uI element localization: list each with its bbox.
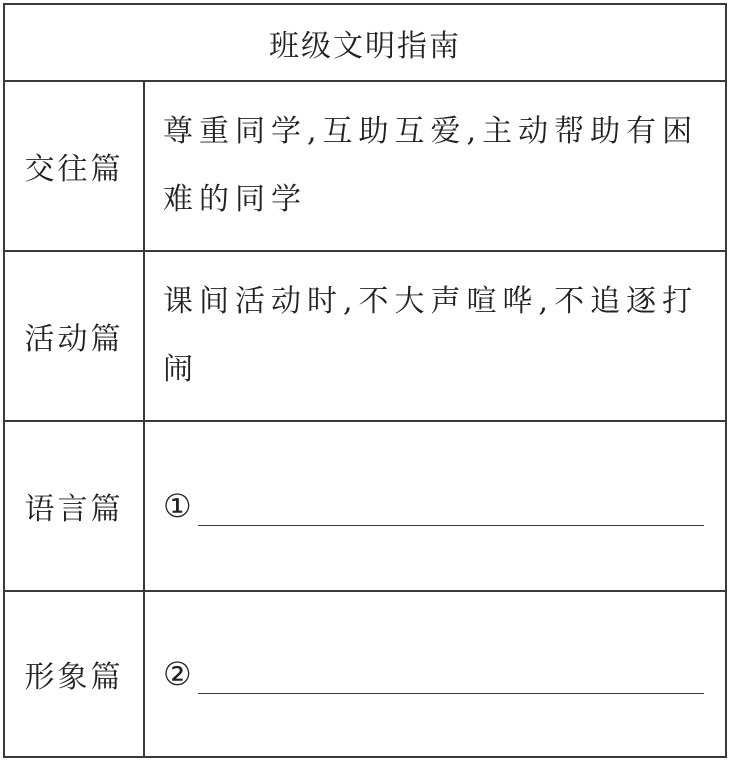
answer-line[interactable] xyxy=(198,669,704,694)
row-label: 形象篇 xyxy=(5,592,145,756)
circled-number-1: ① xyxy=(163,487,192,525)
table-row-interaction xyxy=(5,82,725,252)
answer-line[interactable] xyxy=(198,501,704,526)
table-title: 班级文明指南 xyxy=(5,5,725,82)
row-label: 活动篇 xyxy=(5,252,145,420)
row-content: 课间活动时,不大声喧哗,不追逐打闹 xyxy=(163,284,699,387)
table-row-appearance xyxy=(5,592,725,756)
table-row-activity xyxy=(5,252,725,422)
civility-guide-table xyxy=(3,3,727,758)
table-row-language xyxy=(5,422,725,592)
row-label: 交往篇 xyxy=(5,82,145,250)
answer-blank-1[interactable] xyxy=(145,422,725,590)
row-content: 尊重同学,互助互爱,主动帮助有困难的同学 xyxy=(163,114,699,217)
answer-blank-2[interactable] xyxy=(145,592,725,756)
circled-number-2: ② xyxy=(163,655,192,693)
row-label: 语言篇 xyxy=(5,422,145,590)
